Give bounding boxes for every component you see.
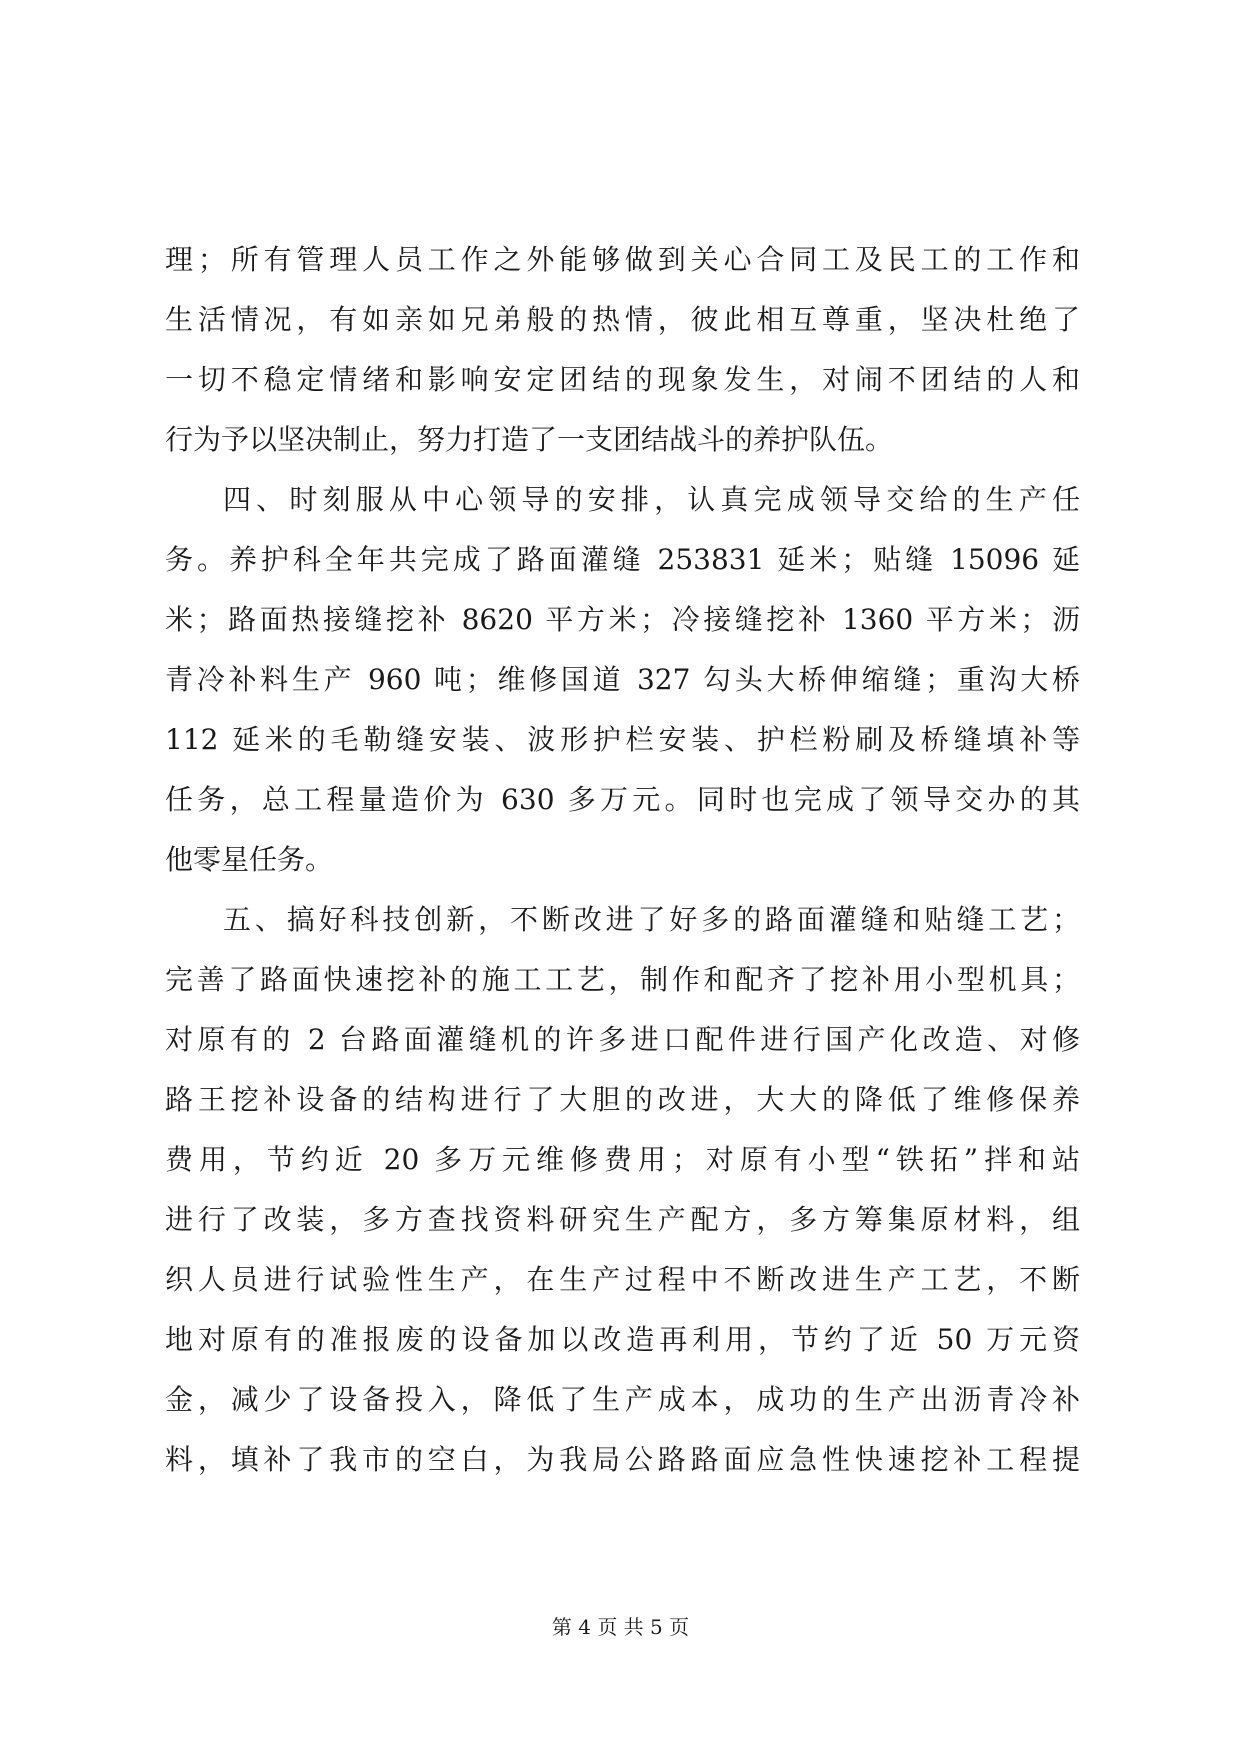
text-line: 进行了改装，多方查找资料研究生产配方，多方筹集原材料，组 <box>165 1203 1080 1236</box>
text-line: 路王挖补设备的结构进行了大胆的改进，大大的降低了维修保养 <box>165 1083 1080 1116</box>
page-footer: 第 4 页 共 5 页 <box>551 1615 690 1639</box>
text-line: 费用，节约近 20 多万元维修费用；对原有小型“铁拓”拌和站 <box>165 1143 1080 1176</box>
text-line: 金，减少了设备投入，降低了生产成本，成功的生产出沥青冷补 <box>165 1383 1080 1416</box>
paragraph-continuation <box>165 230 1080 470</box>
text-line: 生活情况，有如亲如兄弟般的热情，彼此相互尊重，坚决杜绝了 <box>165 303 1080 336</box>
paragraph-section-4 <box>165 470 1080 890</box>
text-line: 一切不稳定情绪和影响安定团结的现象发生，对闹不团结的人和 <box>165 363 1080 396</box>
text-line: 他零星任务。 <box>165 843 334 876</box>
document-body <box>165 230 1080 1490</box>
text-line: 完善了路面快速挖补的施工工艺，制作和配齐了挖补用小型机具； <box>165 963 1080 996</box>
text-line: 料，填补了我市的空白，为我局公路路面应急性快速挖补工程提 <box>165 1443 1080 1476</box>
text-line: 务。养护科全年共完成了路面灌缝 253831 延米；贴缝 15096 延 <box>165 543 1080 576</box>
text-line: 地对原有的准报废的设备加以改造再利用，节约了近 50 万元资 <box>165 1323 1080 1356</box>
text-line: 青冷补料生产 960 吨；维修国道 327 勾头大桥伸缩缝；重沟大桥 <box>165 663 1080 696</box>
text-line: 理；所有管理人员工作之外能够做到关心合同工及民工的工作和 <box>165 243 1080 276</box>
text-line: 四、时刻服从中心领导的安排，认真完成领导交给的生产任 <box>223 483 1080 516</box>
text-line: 112 延米的毛勒缝安装、波形护栏安装、护栏粉刷及桥缝填补等 <box>165 723 1080 756</box>
paragraph-section-5 <box>165 890 1080 1490</box>
text-line: 米；路面热接缝挖补 8620 平方米；冷接缝挖补 1360 平方米；沥 <box>165 603 1080 636</box>
text-line: 对原有的 2 台路面灌缝机的许多进口配件进行国产化改造、对修 <box>165 1023 1080 1056</box>
text-line: 织人员进行试验性生产，在生产过程中不断改进生产工艺，不断 <box>165 1263 1080 1296</box>
text-line: 五、搞好科技创新，不断改进了好多的路面灌缝和贴缝工艺； <box>223 903 1080 936</box>
text-line: 行为予以坚决制止，努力打造了一支团结战斗的养护队伍。 <box>165 423 894 456</box>
text-line: 任务，总工程量造价为 630 多万元。同时也完成了领导交办的其 <box>165 783 1080 816</box>
